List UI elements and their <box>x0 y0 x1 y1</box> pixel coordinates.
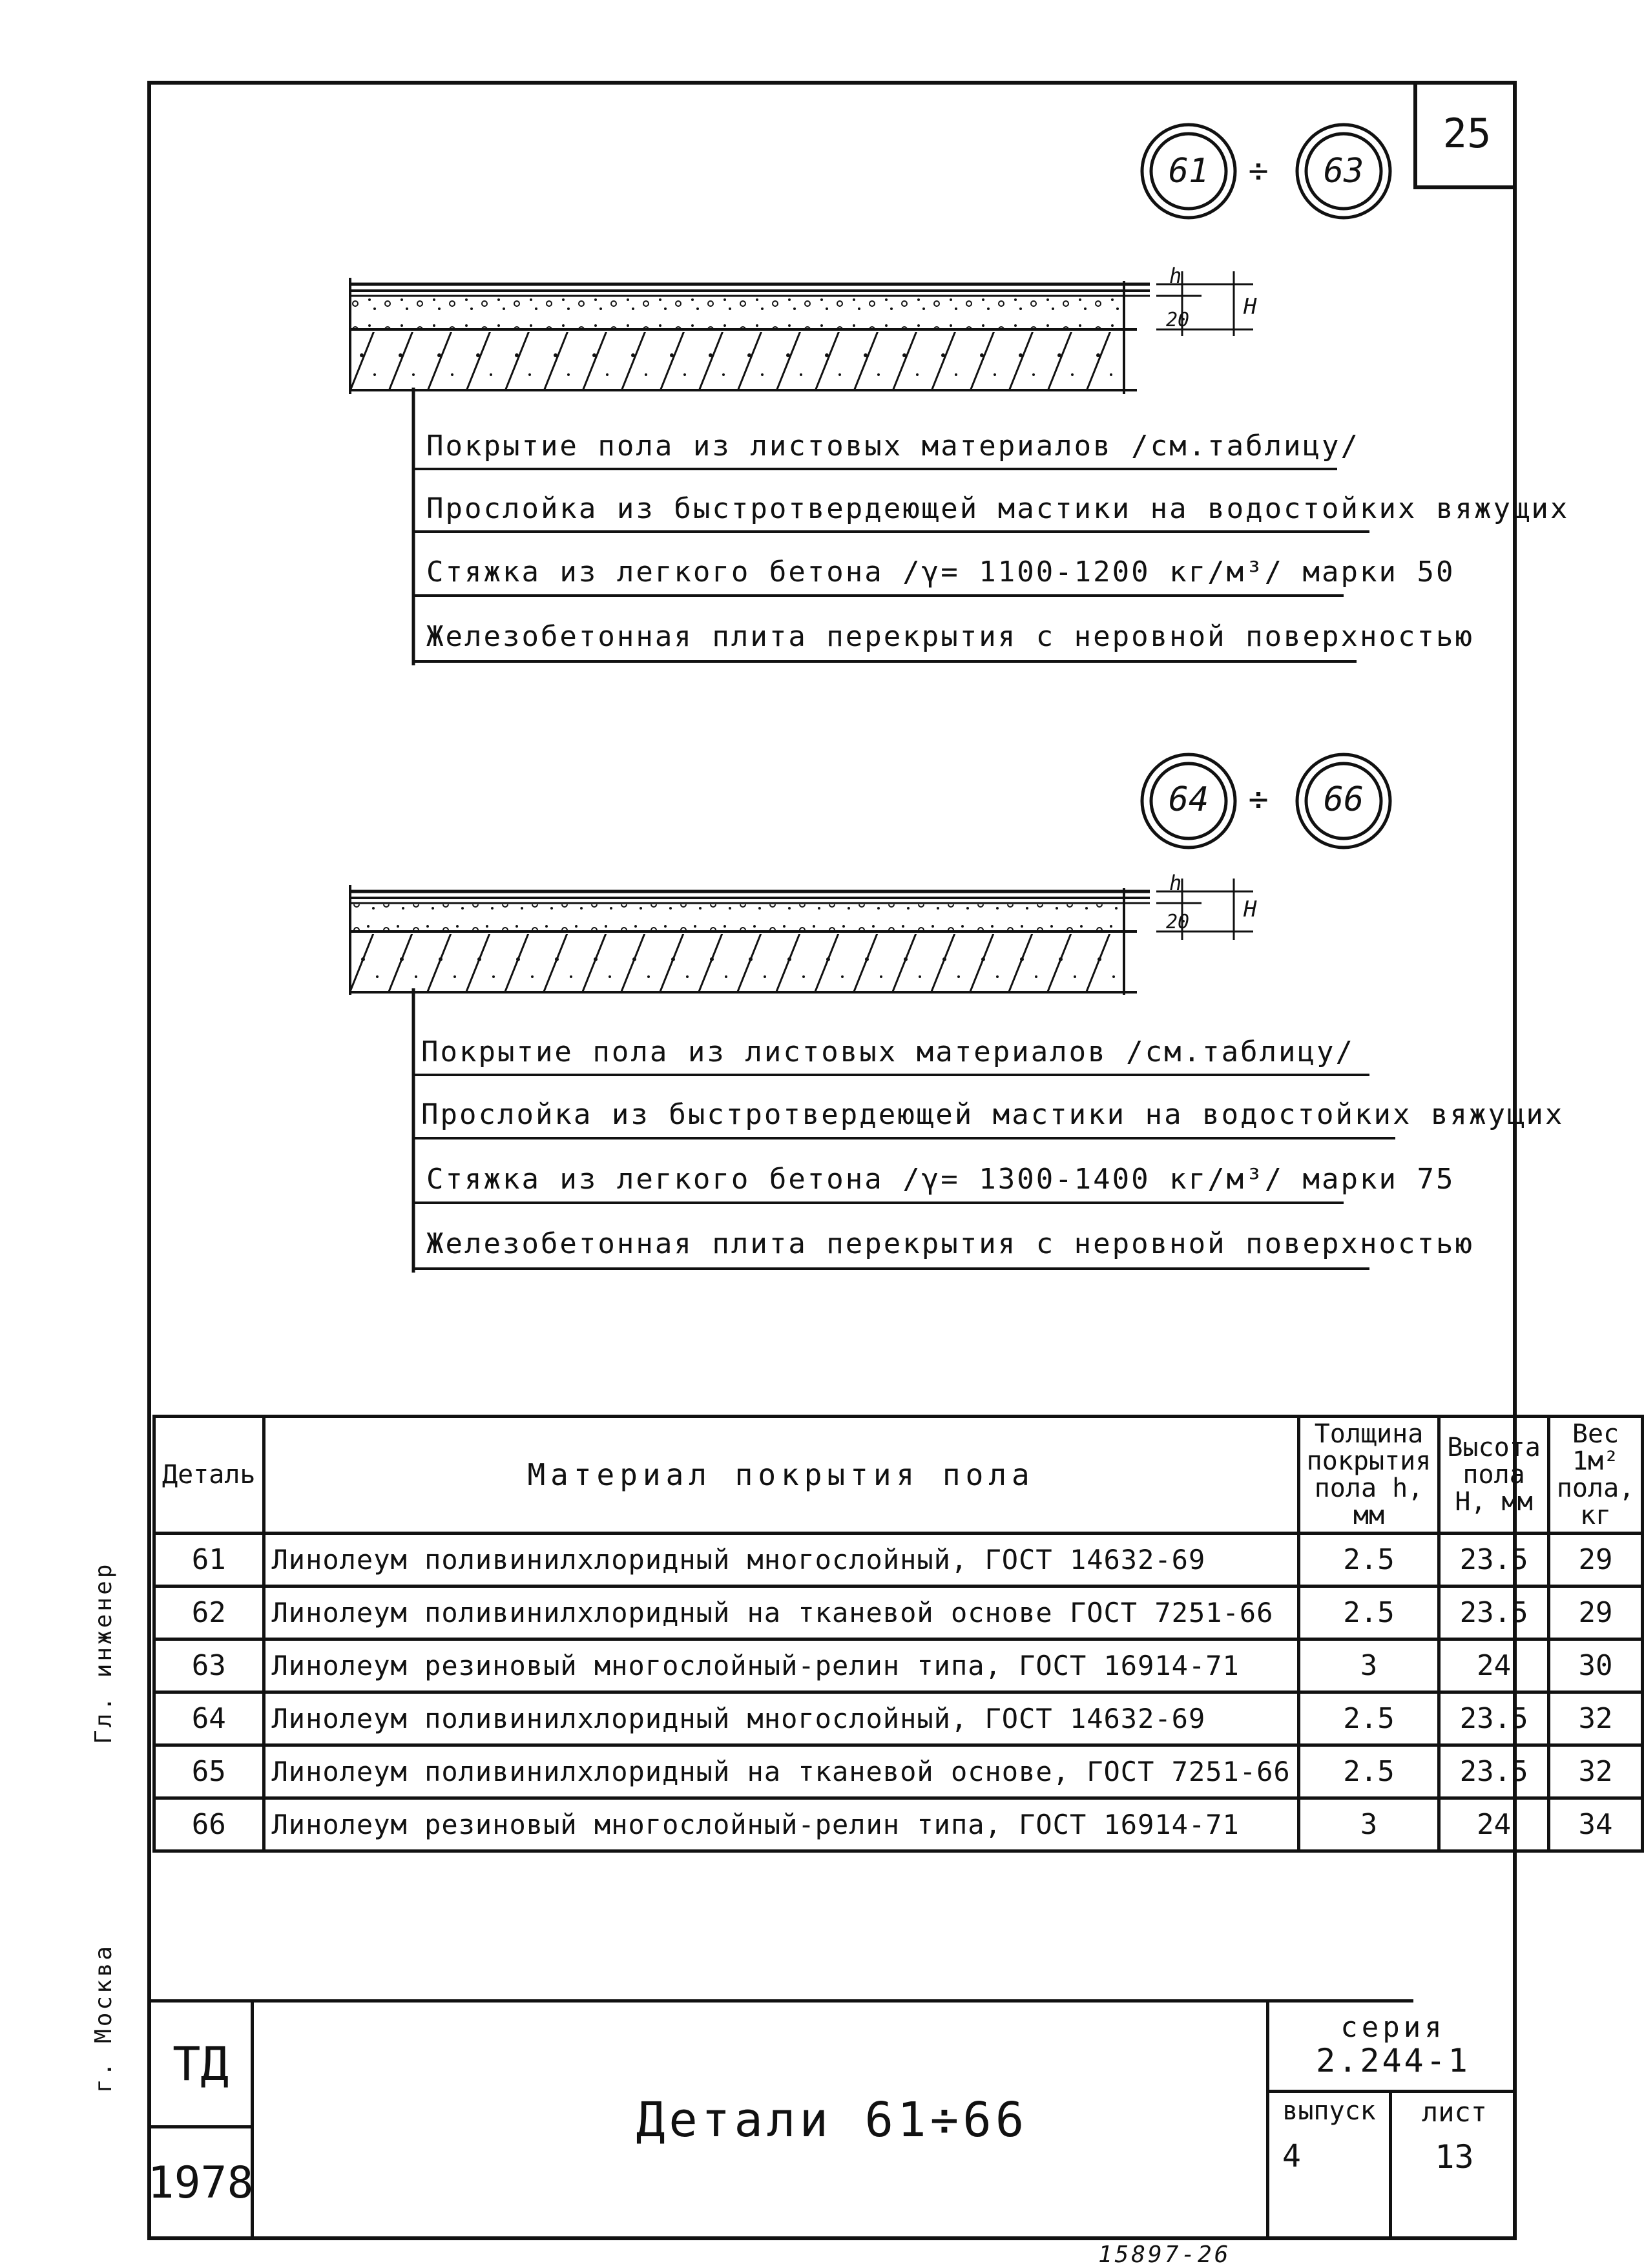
marker-sep-1: ÷ <box>1248 152 1269 191</box>
margin-note: Гл. инженер <box>90 1561 117 1744</box>
sheet-label: лист <box>1421 2096 1488 2128</box>
issue-value: 4 <box>1282 2138 1301 2174</box>
stamp-title: Детали 61÷66 <box>251 1999 1413 2240</box>
bottom-number: 15897-26 <box>1098 2242 1231 2268</box>
marker-63-label: 63 <box>1323 152 1364 191</box>
stamp-year: 1978 <box>147 2125 254 2240</box>
page-number <box>1413 81 1517 189</box>
cell-material: Линолеум поливинилхлоридный на тканевой основе, ГОСТ 7251-66 <box>264 1745 1298 1798</box>
table-row <box>154 1692 1643 1745</box>
cell-detail: 66 <box>154 1798 264 1851</box>
cell-detail: 61 <box>154 1534 264 1587</box>
header-weight: Вес 1м² пола, кг <box>1548 1417 1642 1534</box>
g2-layer-2: Прослойка из быстротвердеющей мастики на водостойких вяжущих <box>421 1098 1565 1131</box>
g2-layer-4: Железобетонная плита перекрытия с неровной поверхностью <box>426 1227 1474 1260</box>
dim-H-1: H <box>1243 294 1257 320</box>
cell-height: 23.5 <box>1439 1587 1549 1639</box>
cell-thickness: 2.5 <box>1298 1745 1439 1798</box>
cell-height: 24 <box>1439 1798 1549 1851</box>
stamp-org: ТД <box>147 1999 254 2128</box>
table-row <box>154 1587 1643 1639</box>
cell-material: Линолеум поливинилхлоридный многослойный, ГОСТ 14632-69 <box>264 1692 1298 1745</box>
dim-h-2: h <box>1169 871 1182 895</box>
table-row <box>154 1534 1643 1587</box>
g2-layer-3: Стяжка из легкого бетона /γ= 1300-1400 кг/м³/ марки 75 <box>426 1163 1455 1196</box>
table-row <box>154 1639 1643 1692</box>
cell-height: 23.5 <box>1439 1692 1549 1745</box>
cell-thickness: 2.5 <box>1298 1692 1439 1745</box>
cell-weight: 32 <box>1548 1692 1642 1745</box>
cell-detail: 62 <box>154 1587 264 1639</box>
cell-material: Линолеум поливинилхлоридный на тканевой основе ГОСТ 7251-66 <box>264 1587 1298 1639</box>
series-label: серия <box>1340 2011 1446 2044</box>
marker-66-label: 66 <box>1323 780 1364 819</box>
table-row <box>154 1745 1643 1798</box>
marker-64-label: 64 <box>1168 780 1209 819</box>
cell-thickness: 3 <box>1298 1639 1439 1692</box>
cell-thickness: 2.5 <box>1298 1534 1439 1587</box>
cell-detail: 65 <box>154 1745 264 1798</box>
cell-thickness: 2.5 <box>1298 1587 1439 1639</box>
dim-20-2: 20 <box>1166 911 1190 933</box>
table-row <box>154 1798 1643 1851</box>
cell-material: Линолеум резиновый многослойный-релин типа, ГОСТ 16914-71 <box>264 1639 1298 1692</box>
header-height: Высота пола H, мм <box>1439 1417 1549 1534</box>
cell-height: 23.5 <box>1439 1745 1549 1798</box>
cell-weight: 30 <box>1548 1639 1642 1692</box>
issue-label: выпуск <box>1282 2096 1376 2126</box>
sheet-value: 13 <box>1435 2138 1474 2176</box>
marker-61-label: 61 <box>1168 152 1209 191</box>
g1-layer-3: Стяжка из легкого бетона /γ= 1100-1200 кг/м³/ марки 50 <box>426 556 1455 588</box>
cell-weight: 29 <box>1548 1587 1642 1639</box>
header-detail: Деталь <box>154 1417 264 1534</box>
leader-line-2 <box>407 988 420 1273</box>
cell-material: Линолеум резиновый многослойный-релин типа, ГОСТ 16914-71 <box>264 1798 1298 1851</box>
dim-20-1: 20 <box>1166 309 1190 331</box>
g2-layer-1: Покрытие пола из листовых материалов /см.таблицу/ <box>421 1035 1355 1068</box>
cell-thickness: 3 <box>1298 1798 1439 1851</box>
cell-detail: 63 <box>154 1639 264 1692</box>
cell-weight: 29 <box>1548 1534 1642 1587</box>
cell-weight: 34 <box>1548 1798 1642 1851</box>
g1-layer-1: Покрытие пола из листовых материалов /см.таблицу/ <box>426 430 1360 463</box>
materials-table <box>152 1415 1644 1853</box>
dim-h-1: h <box>1169 264 1182 288</box>
cell-detail: 64 <box>154 1692 264 1745</box>
header-material: Материал покрытия пола <box>264 1417 1298 1534</box>
page-number-text: 25 <box>1442 109 1492 157</box>
cell-height: 23.5 <box>1439 1534 1549 1587</box>
stamp-right <box>1266 1999 1517 2240</box>
dim-H-2: H <box>1243 897 1257 922</box>
city-note: г. Москва <box>90 1943 117 2093</box>
g1-layer-2: Прослойка из быстротвердеющей мастики на водостойких вяжущих <box>426 492 1570 525</box>
leader-line-1 <box>407 388 420 672</box>
cell-height: 24 <box>1439 1639 1549 1692</box>
cell-weight: 32 <box>1548 1745 1642 1798</box>
g1-layer-4: Железобетонная плита перекрытия с неровной поверхностью <box>426 620 1474 653</box>
header-thickness: Толщина покрытия пола h, мм <box>1298 1417 1439 1534</box>
series-value: 2.244-1 <box>1316 2042 1470 2079</box>
cell-material: Линолеум поливинилхлоридный многослойный, ГОСТ 14632-69 <box>264 1534 1298 1587</box>
marker-sep-2: ÷ <box>1248 780 1269 819</box>
